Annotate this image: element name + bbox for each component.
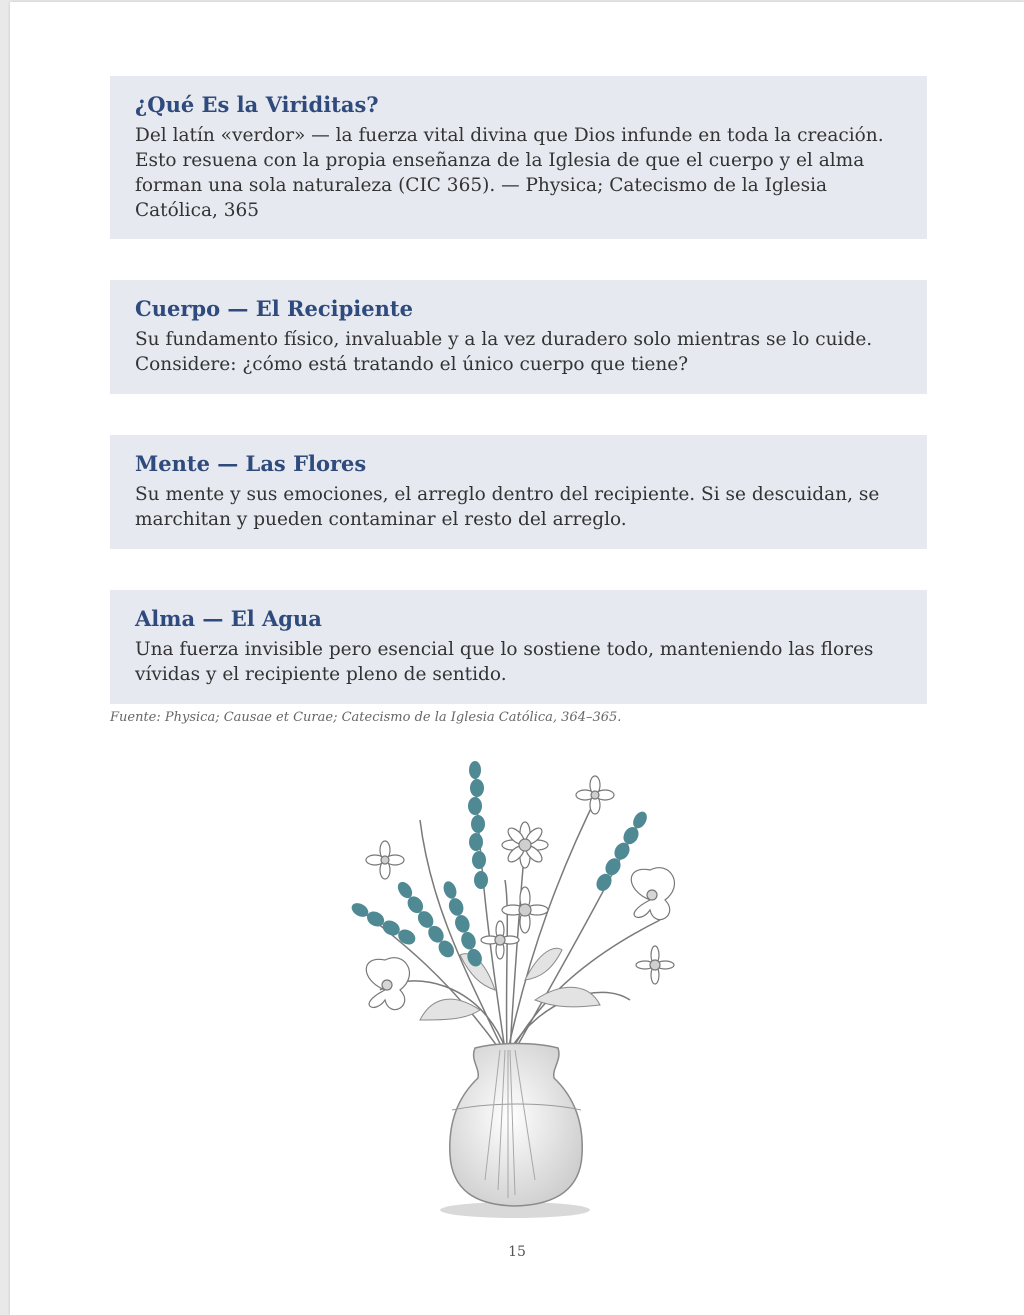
card-title: Cuerpo — El Recipiente (135, 296, 413, 321)
flower-vase-icon (300, 750, 700, 1230)
flower-vase-illustration (300, 750, 700, 1230)
card-title: ¿Qué Es la Viriditas? (135, 92, 379, 117)
source-note: Fuente: Physica; Causae et Curae; Catecismo de la Iglesia Católica, 364–365. (110, 710, 622, 725)
page-number: 15 (508, 1244, 526, 1260)
info-card-body (110, 280, 927, 394)
document-page (10, 2, 1024, 1315)
card-body: Una fuerza invisible pero esencial que lo sostiene todo, manteniendo las flores vívidas y el recipiente pleno de sentido. (135, 639, 874, 685)
info-card-soul (110, 590, 927, 704)
card-body: Del latín «verdor» — la fuerza vital divina que Dios infunde en toda la creación. Esto resuena con la propia enseñanza de la Iglesia de que el cuerpo y el alma forman una sola naturaleza (CIC 365). — Physica; Catecismo de la Iglesia Católica, 365 (135, 125, 884, 221)
card-body: Su mente y sus emociones, el arreglo dentro del recipiente. Si se descuidan, se marchitan y pueden contaminar el resto del arreglo. (135, 484, 880, 530)
info-card-mind (110, 435, 927, 549)
card-title: Alma — El Agua (135, 606, 322, 631)
info-card-viriditas (110, 76, 927, 239)
card-title: Mente — Las Flores (135, 451, 367, 476)
card-body: Su fundamento físico, invaluable y a la vez duradero solo mientras se lo cuide. Considere: ¿cómo está tratando el único cuerpo que tiene? (135, 329, 873, 375)
